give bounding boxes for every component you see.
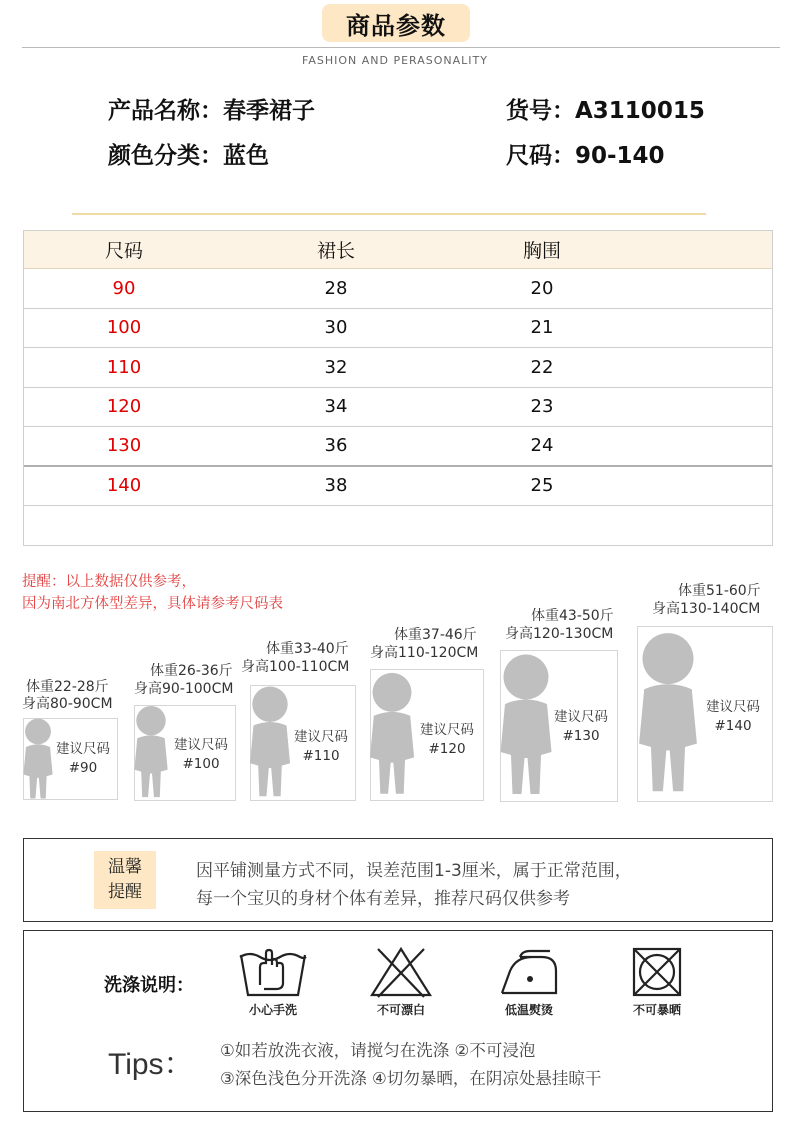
table-row xyxy=(24,427,772,467)
tip-tag-line-2: 提醒 xyxy=(108,882,142,902)
guide-rec-label: 建议尺码 xyxy=(420,722,474,738)
cell-size: 130 xyxy=(106,435,142,457)
cell-length: 32 xyxy=(324,356,348,378)
guide-rec-size: #140 xyxy=(714,718,752,734)
header-chest: 胸围 xyxy=(522,240,561,262)
guide-rec-size: #110 xyxy=(302,748,340,764)
no-bleach-icon xyxy=(364,945,438,999)
guide-weight: 体重43-50斤 xyxy=(531,608,614,624)
guide-rec-size: #90 xyxy=(68,760,98,776)
guide-rec-size: #130 xyxy=(562,728,600,744)
tip-text-2: 每一个宝贝的身材个体有差异，推荐尺码仅供参考 xyxy=(196,889,570,909)
tip-text-1: 因平铺测量方式不同，误差范围1-3厘米，属于正常范围， xyxy=(196,861,632,881)
guide-weight: 体重22-28斤 xyxy=(26,679,109,695)
product-sku: 货号：A3110015 xyxy=(506,98,705,124)
cell-size: 110 xyxy=(106,356,142,378)
cell-chest: 22 xyxy=(530,356,554,378)
guide-height: 身高130-140CM xyxy=(652,601,761,617)
guide-rec-label: 建议尺码 xyxy=(294,729,348,745)
cell-chest: 21 xyxy=(530,317,554,339)
cell-size: 120 xyxy=(106,396,142,418)
wash-title: 洗涤说明： xyxy=(104,975,194,996)
section-title: 商品参数 xyxy=(322,4,470,42)
tips-line-2: ③深色浅色分开洗涤 ④切勿暴晒，在阴凉处悬挂晾干 xyxy=(220,1069,602,1088)
table-row xyxy=(24,269,772,309)
cell-chest: 23 xyxy=(530,396,554,418)
tip-tag-line-1: 温馨 xyxy=(108,857,142,877)
child-silhouette-icon xyxy=(246,683,294,801)
guide-weight: 体重26-36斤 xyxy=(150,663,233,679)
guide-rec-label: 建议尺码 xyxy=(554,709,608,725)
table-row xyxy=(24,348,772,388)
child-silhouette-icon xyxy=(496,648,556,802)
tip-box xyxy=(23,838,773,922)
wash-box xyxy=(23,930,773,1112)
info-divider xyxy=(72,213,706,215)
guide-height: 身高80-90CM xyxy=(22,696,113,712)
low-iron-icon xyxy=(492,945,566,999)
product-size-range: 尺码：90-140 xyxy=(506,143,665,169)
cell-length: 28 xyxy=(324,277,348,299)
reminder-line-2: 因为南北方体型差异，具体请参考尺码表 xyxy=(22,596,283,612)
guide-rec-label: 建议尺码 xyxy=(706,699,760,715)
cell-chest: 25 xyxy=(530,475,554,497)
wash-caption: 不可漂白 xyxy=(376,1003,425,1017)
child-silhouette-icon xyxy=(366,667,418,801)
child-silhouette-icon xyxy=(130,703,172,801)
header-size: 尺码 xyxy=(104,240,143,262)
header-length: 裙长 xyxy=(316,240,355,262)
table-row xyxy=(24,388,772,428)
guide-rec-label: 建议尺码 xyxy=(174,737,228,753)
guide-rec-size: #120 xyxy=(428,741,466,757)
size-table-header xyxy=(24,231,772,269)
cell-size: 90 xyxy=(112,277,136,299)
wash-caption: 不可暴晒 xyxy=(632,1003,681,1017)
hand-wash-icon xyxy=(236,945,310,999)
table-row xyxy=(24,467,772,507)
guide-rec-size: #100 xyxy=(182,756,220,772)
guide-weight: 体重37-46斤 xyxy=(394,627,477,643)
cell-length: 38 xyxy=(324,475,348,497)
tip-tag xyxy=(94,851,156,909)
table-row-empty xyxy=(24,506,772,544)
guide-height: 身高100-110CM xyxy=(241,659,350,675)
cell-length: 30 xyxy=(324,317,348,339)
guide-rec-label: 建议尺码 xyxy=(56,741,110,757)
cell-chest: 24 xyxy=(530,435,554,457)
product-name: 产品名称：春季裙子 xyxy=(108,98,315,124)
wash-caption: 小心手洗 xyxy=(248,1003,297,1017)
tips-line-1: ①如若放洗衣液，请搅匀在洗涤 ②不可浸泡 xyxy=(220,1041,536,1060)
section-subtitle: FASHION AND PERASONALITY xyxy=(302,54,488,67)
cell-length: 36 xyxy=(324,435,348,457)
tips-heading: Tips： xyxy=(108,1048,194,1081)
guide-weight: 体重51-60斤 xyxy=(678,583,761,599)
table-row xyxy=(24,309,772,349)
cell-chest: 20 xyxy=(530,277,554,299)
guide-height: 身高110-120CM xyxy=(370,645,479,661)
size-table xyxy=(23,230,773,546)
guide-height: 身高90-100CM xyxy=(134,681,234,697)
no-sun-icon xyxy=(620,945,694,999)
wash-caption: 低温熨烫 xyxy=(504,1003,553,1017)
guide-weight: 体重33-40斤 xyxy=(266,641,349,657)
cell-size: 100 xyxy=(106,317,142,339)
cell-size: 140 xyxy=(106,475,142,497)
reminder-line-1: 提醒：以上数据仅供参考， xyxy=(22,574,196,590)
guide-height: 身高120-130CM xyxy=(505,626,614,642)
child-silhouette-icon xyxy=(634,624,702,802)
product-color: 颜色分类：蓝色 xyxy=(108,143,269,169)
cell-length: 34 xyxy=(324,396,348,418)
child-silhouette-icon xyxy=(20,716,56,802)
header-divider xyxy=(22,47,780,48)
